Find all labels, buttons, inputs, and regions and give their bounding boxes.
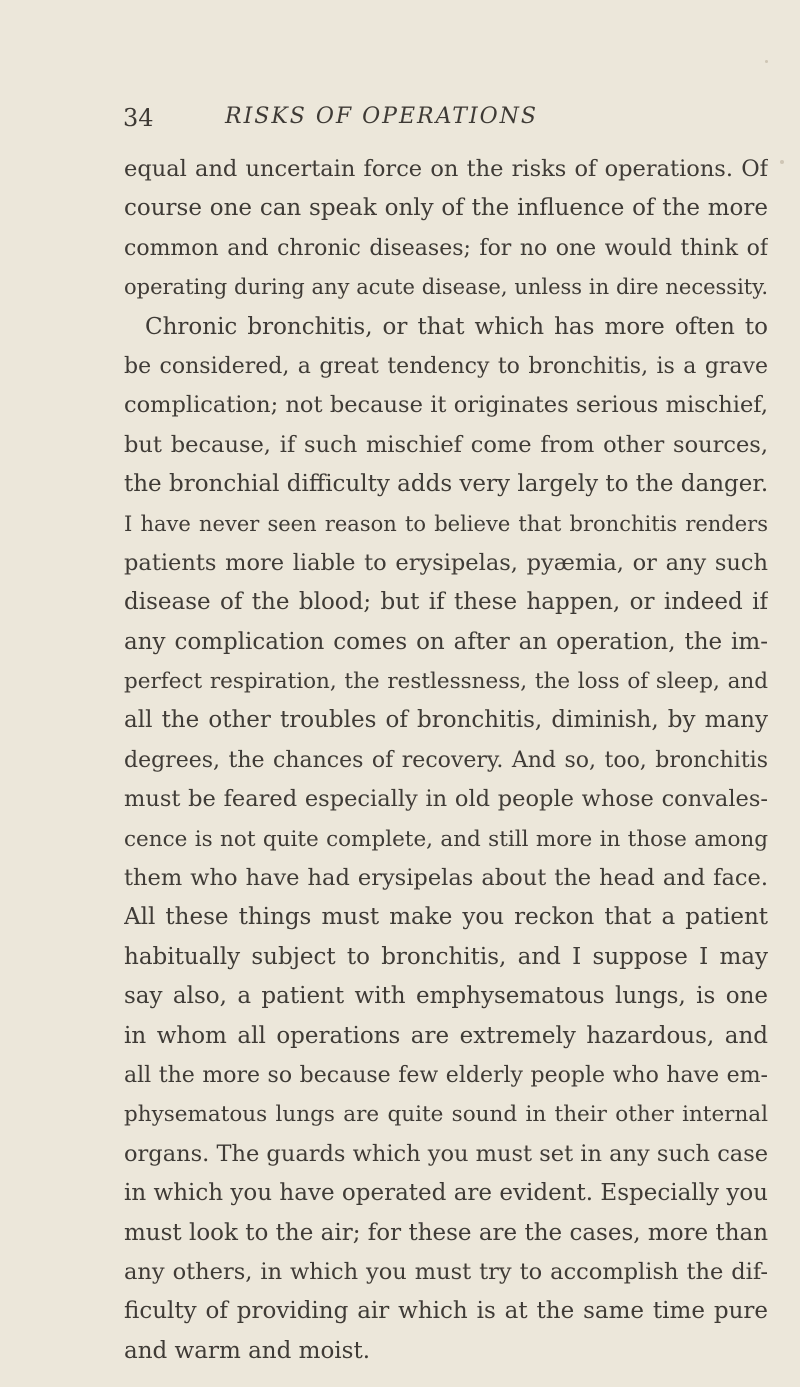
text-line: ficulty of providing air which is at the same time pure xyxy=(124,1298,768,1325)
text-line: physematous lungs are quite sound in their other internal xyxy=(124,1102,768,1128)
text-line: must be feared especially in old people whose convales- xyxy=(124,786,768,813)
text-line: be considered, a great tendency to bronchitis, is a grave xyxy=(124,353,768,379)
text-line: in whom all operations are extremely hazardous, and xyxy=(124,1022,768,1049)
text-line: but because, if such mischief come from other sources, xyxy=(124,431,768,458)
text-line: operating during any acute disease, unless in dire necessity. xyxy=(124,275,768,300)
text-line: All these things must make you reckon that a patient xyxy=(124,904,768,931)
text-line: and warm and moist. xyxy=(124,1337,371,1364)
text-line: perfect respiration, the restlessness, the loss of sleep, and xyxy=(124,669,768,695)
text-line: say also, a patient with emphysematous lungs, is one xyxy=(124,983,768,1010)
text-line: disease of the blood; but if these happen, or indeed if xyxy=(124,589,768,616)
text-line: all the more so because few elderly people who have em- xyxy=(124,1062,768,1088)
text-line: cence is not quite complete, and still more in those among xyxy=(124,826,768,852)
text-line: any complication comes on after an operation, the im- xyxy=(124,628,768,655)
text-line: all the other troubles of bronchitis, diminish, by many xyxy=(124,707,768,734)
text-line: Chronic bronchitis, or that which has more often to xyxy=(145,313,768,340)
text-line: I have never seen reason to believe that bronchitis renders xyxy=(124,511,768,536)
paper-speck xyxy=(780,160,784,164)
text-line: any others, in which you must try to accomplish the dif- xyxy=(124,1258,768,1285)
text-line: degrees, the chances of recovery. And so, too, bronchitis xyxy=(124,747,768,773)
text-line: organs. The guards which you must set in any such case xyxy=(124,1140,768,1167)
text-line: in which you have operated are evident. Especially you xyxy=(124,1180,768,1207)
text-line: complication; not because it originates serious mischief, xyxy=(124,392,768,419)
body-text xyxy=(124,150,768,1371)
page-number: 34 xyxy=(123,104,154,132)
text-line: common and chronic diseases; for no one would think of xyxy=(124,235,768,261)
text-line: habitually subject to bronchitis, and I suppose I may xyxy=(124,943,768,970)
page-header xyxy=(0,104,800,144)
text-line: them who have had erysipelas about the head and face. xyxy=(124,865,768,892)
text-line: equal and uncertain force on the risks of operations. Of xyxy=(124,156,768,182)
text-line: course one can speak only of the influence of the more xyxy=(124,195,768,222)
text-line: patients more liable to erysipelas, pyæmia, or any such xyxy=(124,549,768,576)
text-line: must look to the air; for these are the cases, more than xyxy=(124,1219,768,1246)
paper-speck xyxy=(765,60,768,63)
running-title: RISKS OF OPERATIONS xyxy=(225,104,538,129)
text-line: the bronchial difficulty adds very largely to the danger. xyxy=(124,471,768,498)
